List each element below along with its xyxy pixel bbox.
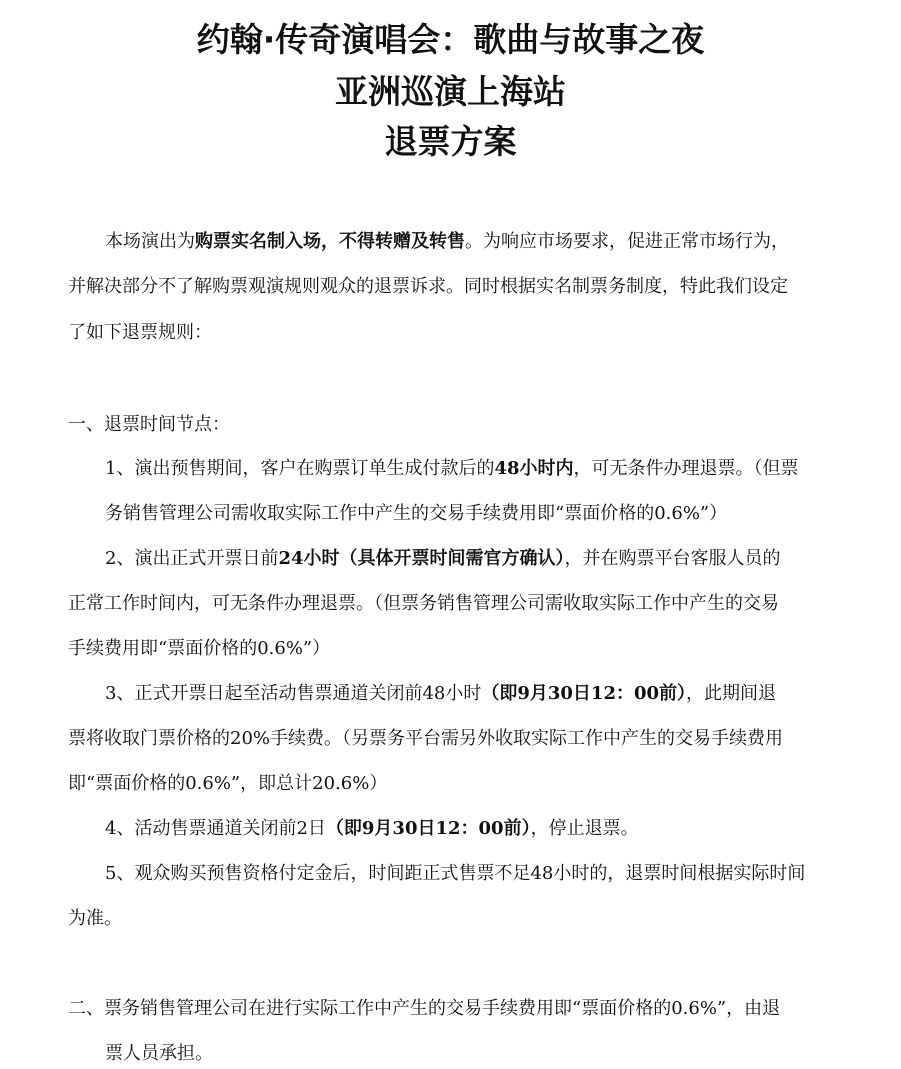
section2-line-1: 二、票务销售管理公司在进行实际工作中产生的交易手续费用即“票面价格的0.6%”，由退 xyxy=(68,998,781,1019)
intro-line-3: 了如下退票规则： xyxy=(68,322,212,343)
intro-line-1: 本场演出为购票实名制入场，不得转赠及转售。为响应市场要求，促进正常市场行为， xyxy=(105,231,789,252)
doc-title-line1: 约翰·传奇演唱会：歌曲与故事之夜 xyxy=(196,20,705,59)
intro-bold-text: 购票实名制入场，不得转赠及转售 xyxy=(195,231,465,252)
intro-line-2: 并解决部分不了解购票观演规则观众的退票诉求。同时根据实名制票务制度，特此我们设定 xyxy=(68,276,788,297)
section1-heading: 一、退票时间节点： xyxy=(68,414,230,435)
section2-line-2: 票人员承担。 xyxy=(105,1043,213,1064)
doc-title-line2: 亚洲巡演上海站 xyxy=(335,72,566,111)
doc-title-line3: 退票方案 xyxy=(384,122,517,161)
